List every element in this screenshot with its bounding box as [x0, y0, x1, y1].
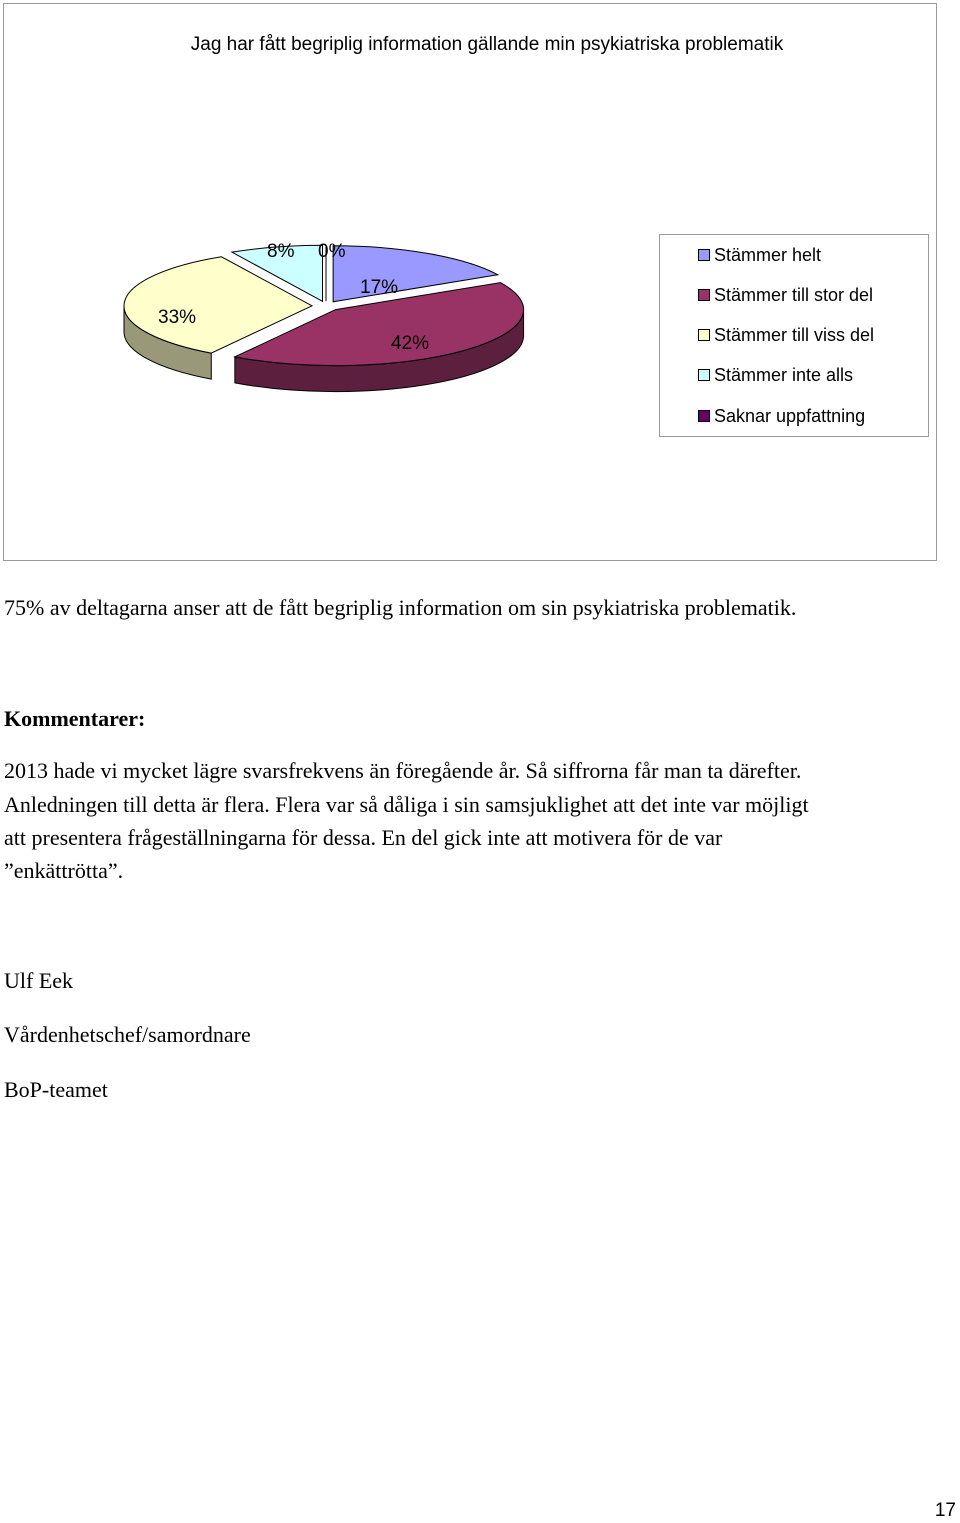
legend-label: Stämmer helt [714, 244, 822, 265]
page-number: 17 [934, 1500, 956, 1521]
signature-role: Vårdenhetschef/samordnare [4, 1022, 251, 1047]
legend-label: Stämmer till viss del [714, 324, 875, 345]
legend-item-stammer-inte-alls [698, 364, 853, 386]
legend-label: Saknar uppfattning [714, 405, 866, 426]
pie-label-stammer-inte-alls: 8% [267, 241, 295, 262]
pie-label-stammer-till-viss-del: 33% [158, 307, 197, 328]
pie-label-stammer-till-stor-del: 42% [391, 333, 430, 354]
comments-heading: Kommentarer: [4, 706, 146, 731]
legend-swatch-stammer-inte-alls [698, 369, 710, 381]
legend-item-stammer-till-viss-del [698, 324, 874, 346]
signature-name: Ulf Eek [4, 968, 74, 993]
pie-label-stammer-helt: 17% [360, 277, 399, 298]
legend-item-stammer-helt [698, 244, 821, 266]
signature-team: BoP-teamet [4, 1077, 108, 1102]
comment-line: ”enkättrötta”. [4, 858, 124, 883]
legend-swatch-stammer-till-stor-del [698, 289, 710, 301]
comment-line: Anledningen till detta är flera. Flera var så dåliga i sin samsjuklighet att det inte var möjligt [4, 792, 809, 817]
chart-legend [659, 234, 929, 437]
pie-label-saknar-uppfattning: 0% [318, 241, 346, 262]
comment-line: att presentera frågeställningarna för dessa. En del gick inte att motivera för de var [4, 825, 723, 850]
legend-swatch-stammer-till-viss-del [698, 329, 710, 341]
legend-item-saknar-uppfattning [698, 405, 865, 427]
chart-title: Jag har fått begriplig information gällande min psykiatriska problematik [190, 34, 784, 55]
legend-label: Stämmer till stor del [714, 284, 874, 305]
chart-frame [3, 3, 937, 561]
summary-text: 75% av deltagarna anser att de fått begriplig information om sin psykiatriska problematik. [4, 595, 797, 620]
legend-label: Stämmer inte alls [714, 364, 854, 385]
legend-swatch-saknar-uppfattning [698, 410, 710, 422]
legend-item-stammer-till-stor-del [698, 284, 873, 306]
legend-swatch-stammer-helt [698, 249, 710, 261]
comment-line: 2013 hade vi mycket lägre svarsfrekvens än föregående år. Så siffrorna får man ta därefter. [4, 758, 802, 783]
